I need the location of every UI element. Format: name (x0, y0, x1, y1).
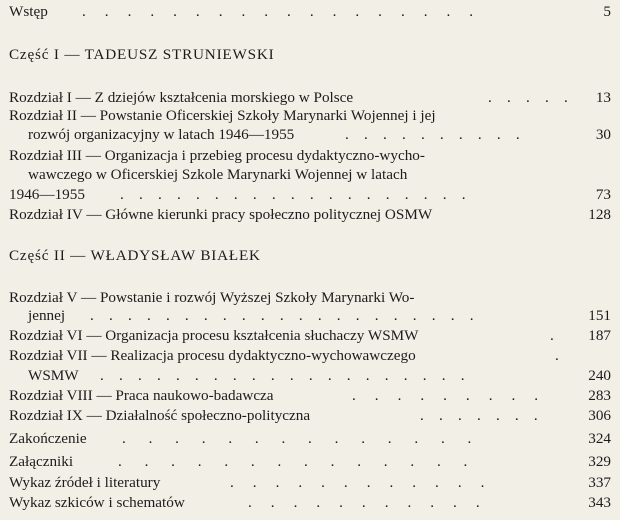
toc-entry-sketches (0, 494, 620, 512)
toc-entry-chapter-2-cont (0, 126, 620, 144)
entry-title: Rozdział III — Organizacja i przebieg procesu dydaktyczno-wycho- (9, 147, 425, 164)
entry-title: Rozdział I — Z dziejów kształcenia morskiego w Polsce (9, 89, 354, 106)
toc-entry-chapter-3 (0, 147, 620, 165)
leader-dots: . . . . . . . . . . . . . . . . . . . (120, 186, 466, 203)
toc-entry-chapter-1 (0, 89, 620, 107)
toc-entry-chapter-3-cont-2 (0, 186, 620, 204)
entry-title-cont: WSMW (28, 367, 79, 384)
leader-dots: . . . . . . . . . . . . (230, 474, 485, 491)
entry-title: Wykaz szkiców i schematów (9, 494, 185, 511)
entry-title: Wykaz źródeł i literatury (9, 474, 161, 491)
toc-entry-appendices (0, 453, 620, 471)
page-number: 283 (588, 387, 611, 404)
entry-title-cont: wawczego w Oficerskiej Szkole Marynarki Wojennej w latach (28, 166, 408, 183)
leader-dots: . . . . . . . . . . . . . . . . . . (82, 3, 474, 20)
leader-dots: . (550, 327, 554, 344)
page-number: 187 (588, 327, 611, 344)
entry-title: Rozdział VI — Organizacja procesu kształcenia słuchaczy WSMW (9, 327, 419, 344)
leader-dots: . (555, 347, 559, 364)
leader-dots: . . . . . . . (420, 407, 538, 424)
entry-title: Rozdział V — Powstanie i rozwój Wyższej Szkoły Marynarki Wo- (9, 289, 415, 306)
page-number: 73 (595, 186, 611, 203)
page-number: 240 (588, 367, 611, 384)
entry-title: Wstęp (9, 3, 48, 20)
page-number: 343 (588, 494, 611, 511)
page-number: 324 (588, 430, 611, 447)
leader-dots: . . . . . . . . . . (345, 126, 520, 143)
page-number: 151 (588, 307, 611, 324)
leader-dots: . . . . . . . . . . . . . . . . . . . . (100, 367, 465, 384)
entry-title: Rozdział II — Powstanie Oficerskiej Szkoły Marynarki Wojennej i jej (9, 107, 436, 124)
page-number: 128 (588, 206, 611, 223)
entry-title-cont: jennej (28, 307, 66, 324)
leader-dots: . . . . . . . . . . . . . . (122, 430, 472, 447)
leader-dots: . . . . . . . . . . . (248, 494, 480, 511)
toc-entry-chapter-4 (0, 206, 620, 224)
toc-entry-chapter-5-cont (0, 307, 620, 325)
entry-title: Rozdział VIII — Praca naukowo-badawcza (9, 387, 274, 404)
toc-entry-chapter-5 (0, 289, 620, 307)
toc-entry-chapter-7-cont (0, 367, 620, 385)
part-heading-2: Część II — WŁADYSŁAW BIAŁEK (9, 247, 261, 264)
toc-entry-chapter-6 (0, 327, 620, 345)
part-heading-1: Część I — TADEUSZ STRUNIEWSKI (9, 46, 275, 63)
toc-entry-chapter-7 (0, 347, 620, 365)
entry-title: Rozdział VII — Realizacja procesu dydaktyczno-wychowawczego (9, 347, 416, 364)
toc-entry-chapter-3-cont-1 (0, 166, 620, 184)
page-number: 337 (588, 474, 611, 491)
page-number: 306 (588, 407, 611, 424)
leader-dots: . . . . . . . . . . . . . . . . . . . . . (90, 307, 474, 324)
entry-title-cont: rozwój organizacyjny w latach 1946—1955 (28, 126, 295, 143)
entry-title: Załączniki (9, 453, 74, 470)
entry-title: Rozdział IX — Działalność społeczno-polityczna (9, 407, 311, 424)
entry-title-cont: 1946—1955 (9, 186, 85, 203)
toc-entry-chapter-8 (0, 387, 620, 405)
toc-entry-intro (0, 3, 620, 21)
toc-entry-sources (0, 474, 620, 492)
entry-title: Zakończenie (9, 430, 87, 447)
page-number: 13 (595, 89, 611, 106)
leader-dots: . . . . . (488, 89, 568, 106)
page-number: 329 (588, 453, 611, 470)
page-number: 5 (603, 3, 611, 20)
toc-entry-chapter-2 (0, 107, 620, 125)
toc-entry-chapter-9 (0, 407, 620, 425)
page-number: 30 (595, 126, 611, 143)
entry-title: Rozdział IV — Główne kierunki pracy społeczno politycznej OSMW (9, 206, 433, 223)
toc-entry-conclusion (0, 430, 620, 448)
leader-dots: . . . . . . . . . . . . . . (118, 453, 468, 470)
leader-dots: . . . . . . . . . (352, 387, 539, 404)
